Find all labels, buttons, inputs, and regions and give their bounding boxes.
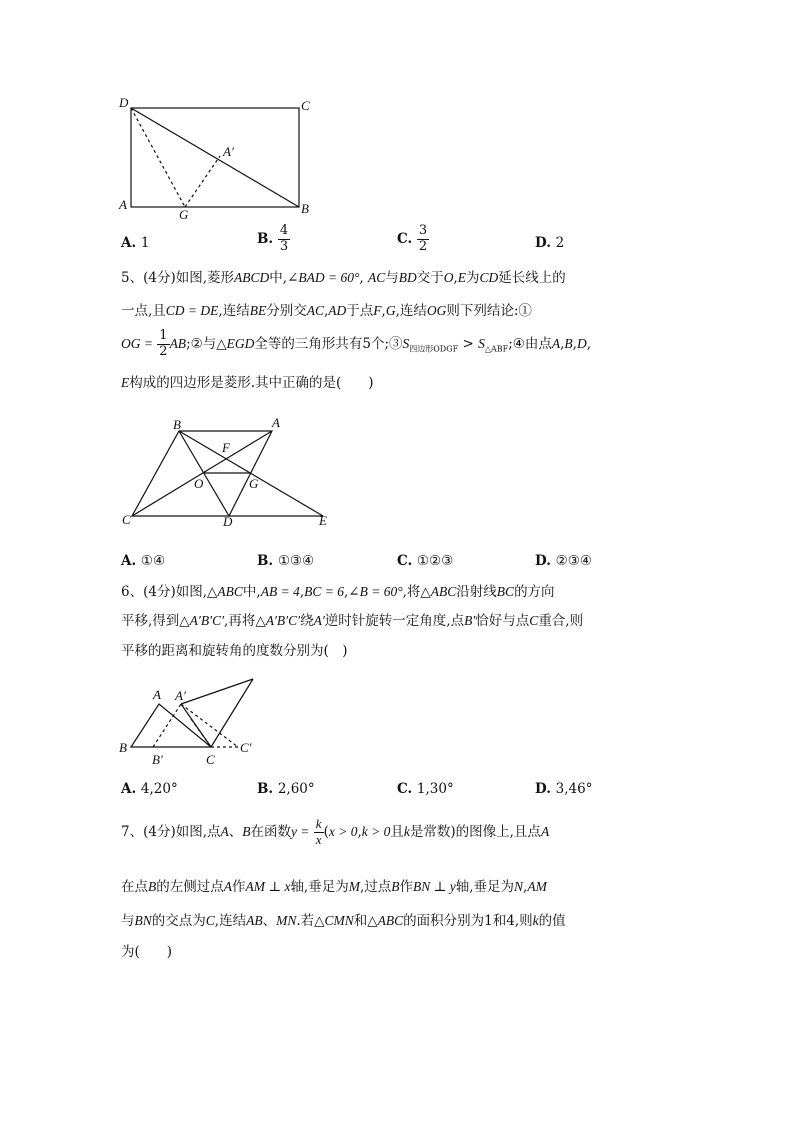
q6-option-a[interactable] <box>121 781 178 797</box>
question-number: 7、(4分) <box>121 823 176 840</box>
label-o: O <box>194 476 204 491</box>
fold-line-dg <box>131 108 185 207</box>
q7-line-4: 为( ) <box>121 944 173 960</box>
figure-triangle-translation <box>115 672 275 772</box>
option-letter: C. <box>397 553 413 569</box>
fraction-denominator: 3 <box>279 238 289 254</box>
label-f: F <box>222 440 230 455</box>
q6-option-b[interactable] <box>257 781 315 797</box>
option-letter: D. <box>535 235 551 251</box>
option-letter: C. <box>397 230 413 247</box>
option-value: 4,20° <box>140 781 178 797</box>
q6-line-1: 6、(4分)如图,△ABC中,AB = 4,BC = 6,∠B = 60°,将△ABC沿射线BC的方向 <box>121 584 555 600</box>
label-g: G <box>179 207 189 222</box>
question-number: 6、(4分) <box>121 584 176 600</box>
figure-rhombus <box>115 412 340 530</box>
label-b: B <box>173 417 181 432</box>
q7-line-3: 与BN的交点为C,连结AB、MN.若△CMN和△ABC的面积分别为1和4,则k的值 <box>121 913 566 929</box>
label-d: D <box>119 95 129 110</box>
option-value: 2 <box>555 235 565 251</box>
fraction <box>417 224 429 255</box>
fraction-denominator: 2 <box>418 238 428 254</box>
label-g: G <box>249 476 259 491</box>
option-value: 1,30° <box>416 781 454 797</box>
segment-rotated-top <box>181 679 253 704</box>
triangle-abc <box>131 704 211 747</box>
label-c: C <box>122 512 131 527</box>
label-a: A <box>272 415 280 430</box>
segment-a-prime-c-prime <box>181 704 238 747</box>
option-letter: D. <box>535 553 551 569</box>
label-a-prime: A′ <box>223 144 234 159</box>
label-c: C <box>206 752 215 767</box>
q6-line-2: 平移,得到△A′B′C′,再将△A′B′C′绕A′逆时针旋转一定角度,点B′恰好与点C重合,则 <box>121 613 584 629</box>
option-letter: C. <box>397 781 413 797</box>
option-letter: B. <box>257 553 274 569</box>
q4-option-d[interactable] <box>535 235 564 251</box>
fraction-numerator: 4 <box>279 223 289 238</box>
label-a-prime: A′ <box>175 688 186 703</box>
option-letter: A. <box>121 553 137 569</box>
q5-line-2: 一点,且CD = DE,连结BE分别交AC,AD于点F,G,连结OG则下列结论:① <box>121 303 532 319</box>
q7-line-2: 在点B的左侧过点A作AM ⊥ x轴,垂足为M,过点B作BN ⊥ y轴,垂足为N,AM <box>121 879 547 895</box>
option-letter: A. <box>121 235 137 251</box>
option-letter: B. <box>257 781 274 797</box>
label-a: A <box>153 687 161 702</box>
q4-option-c[interactable] <box>397 224 429 255</box>
option-value: ②③④ <box>555 553 592 569</box>
option-letter: B. <box>257 230 274 247</box>
option-value: 3,46° <box>555 781 593 797</box>
fold-line-ga <box>185 156 220 207</box>
label-b: B <box>119 740 127 755</box>
q5-option-b[interactable] <box>257 553 314 569</box>
option-value: ①②③ <box>416 553 454 569</box>
option-value: 2,60° <box>277 781 315 797</box>
q7-line-1: 7、(4分)如图,点A、B在函数y = $\frac{k}{x}$ (x > 0,k > 0且k是常数)的图像上,且点A <box>121 816 550 847</box>
q4-option-b[interactable] <box>257 224 290 255</box>
option-letter: A. <box>121 781 137 797</box>
q5-option-a[interactable] <box>121 553 165 569</box>
diagonal-db <box>131 108 299 207</box>
fraction-numerator: 3 <box>418 223 428 238</box>
label-c-prime: C′ <box>240 740 252 755</box>
figure-rectangle <box>110 92 320 222</box>
label-a: A <box>119 197 127 212</box>
q5-line-4: E构成的四边形是菱形.其中正确的是( ) <box>121 375 374 391</box>
label-d: D <box>223 514 233 529</box>
q6-option-c[interactable] <box>397 781 454 797</box>
label-b-prime: B′ <box>152 752 163 767</box>
q5-line-1: 5、(4分)如图,菱形ABCD中,∠BAD = 60°, AC与BD交于O,E为CD延长线上的 <box>121 270 566 286</box>
q6-option-d[interactable] <box>535 781 592 797</box>
fraction-one-half: $\frac{1}{2}$ <box>159 328 168 359</box>
label-b: B <box>301 201 309 216</box>
label-c: C <box>301 98 310 113</box>
q5-option-c[interactable] <box>397 553 453 569</box>
q5-line-3: OG = $\frac{1}{2}$ AB;②与△EGD全等的三角形共有5个$;③S_{四边形ODGF}$ > $S_{\triangle ABF};④$由点A,B,D, <box>121 328 591 359</box>
fraction-k-over-x: $\frac{k}{x}$ <box>315 816 322 847</box>
question-number: 5、(4分) <box>121 270 176 286</box>
option-value: ①③④ <box>277 553 315 569</box>
label-e: E <box>319 513 327 528</box>
q5-option-d[interactable] <box>535 553 592 569</box>
segment-rotated-right <box>211 679 253 747</box>
q4-option-a[interactable] <box>121 235 149 251</box>
fraction <box>278 224 290 255</box>
option-letter: D. <box>535 781 551 797</box>
option-value: 1 <box>140 235 150 251</box>
q6-line-3: 平移的距离和旋转角的度数分别为( ) <box>121 643 348 659</box>
option-value: ①④ <box>140 553 166 569</box>
